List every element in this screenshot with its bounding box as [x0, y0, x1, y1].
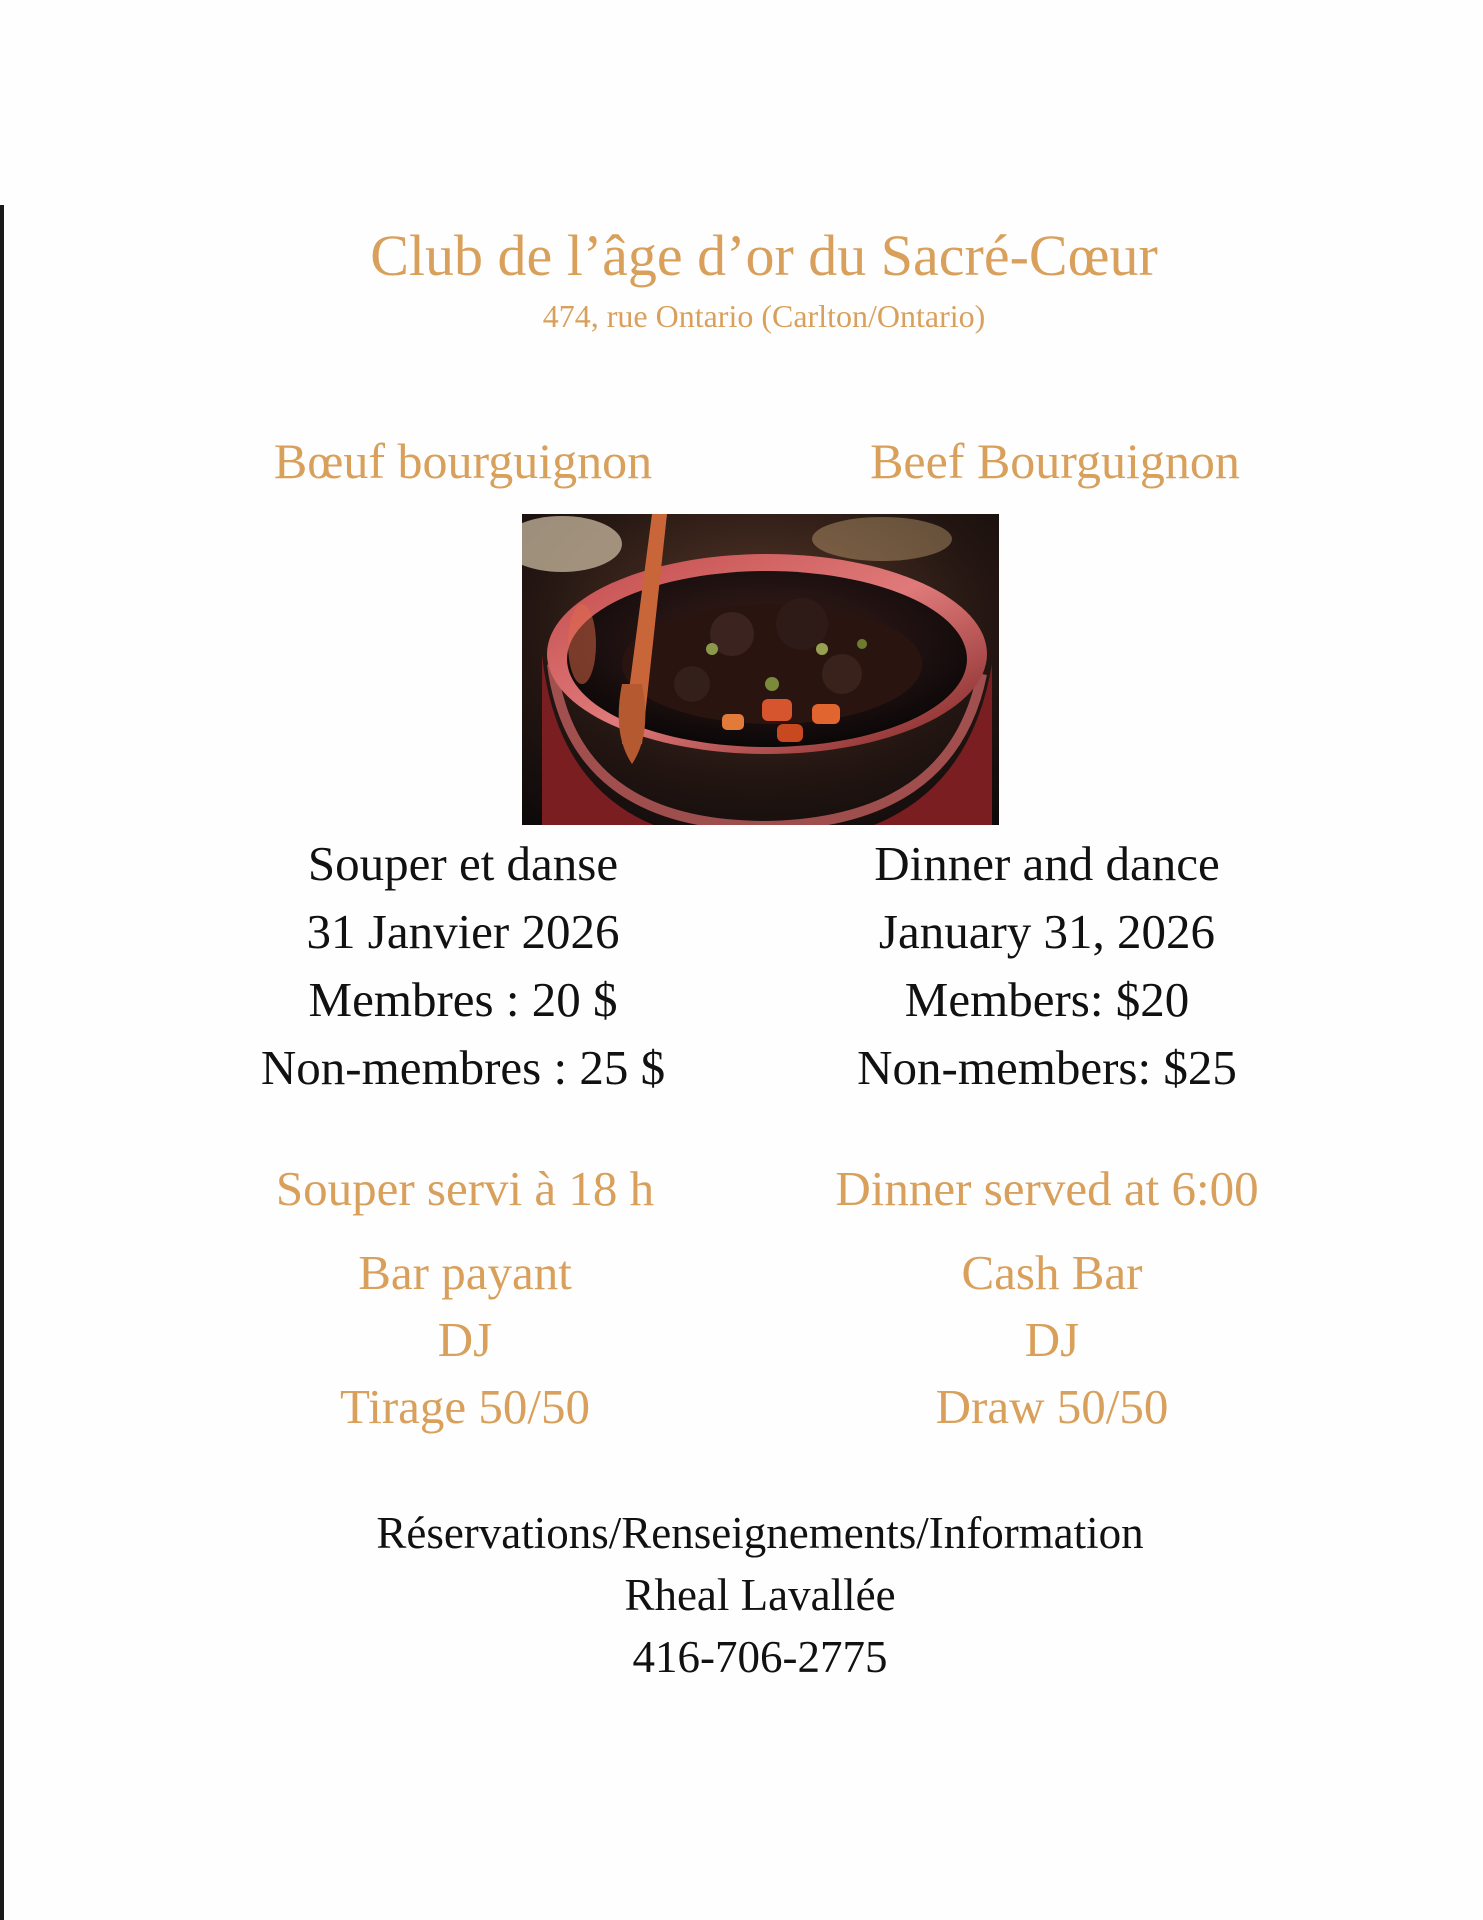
- event-details-fr: [261, 830, 665, 1102]
- extra-item: DJ: [1024, 1312, 1080, 1367]
- beef-bourguignon-photo: [522, 514, 999, 825]
- contact-phone: 416-706-2775: [632, 1632, 888, 1682]
- dish-name-en: Beef Bourguignon: [870, 433, 1240, 489]
- event-name-fr: Souper et danse: [307, 836, 619, 891]
- club-address: 474, rue Ontario (Carlton/Ontario): [542, 298, 986, 334]
- event-date-fr: 31 Janvier 2026: [306, 904, 620, 959]
- service-time-en: Dinner served at 6:00: [835, 1161, 1259, 1216]
- price-members-en: Members: $20: [904, 972, 1190, 1027]
- service-time-fr: Souper servi à 18 h: [275, 1161, 655, 1216]
- extras-list-en: [936, 1239, 1169, 1440]
- price-non-members-fr: Non-membres : 25 $: [260, 1040, 666, 1095]
- extras-list-fr: [340, 1239, 590, 1440]
- price-members-fr: Membres : 20 $: [308, 972, 618, 1027]
- event-date-en: January 31, 2026: [878, 904, 1216, 959]
- event-name-en: Dinner and dance: [874, 836, 1220, 891]
- contact-block: [376, 1502, 1143, 1688]
- extra-item: Tirage 50/50: [339, 1379, 591, 1434]
- contact-name: Rheal Lavallée: [624, 1570, 896, 1620]
- scan-edge: [0, 205, 4, 1920]
- club-title: Club de l’âge d’or du Sacré-Cœur: [370, 223, 1158, 288]
- extra-item: Bar payant: [358, 1245, 572, 1300]
- dish-name-fr: Bœuf bourguignon: [273, 433, 653, 489]
- extra-item: Draw 50/50: [935, 1379, 1169, 1434]
- extra-item: Cash Bar: [961, 1245, 1143, 1300]
- contact-heading: Réservations/Renseignements/Information: [376, 1508, 1144, 1558]
- price-non-members-en: Non-members: $25: [857, 1040, 1237, 1095]
- event-details-en: [857, 830, 1237, 1102]
- extra-item: DJ: [437, 1312, 493, 1367]
